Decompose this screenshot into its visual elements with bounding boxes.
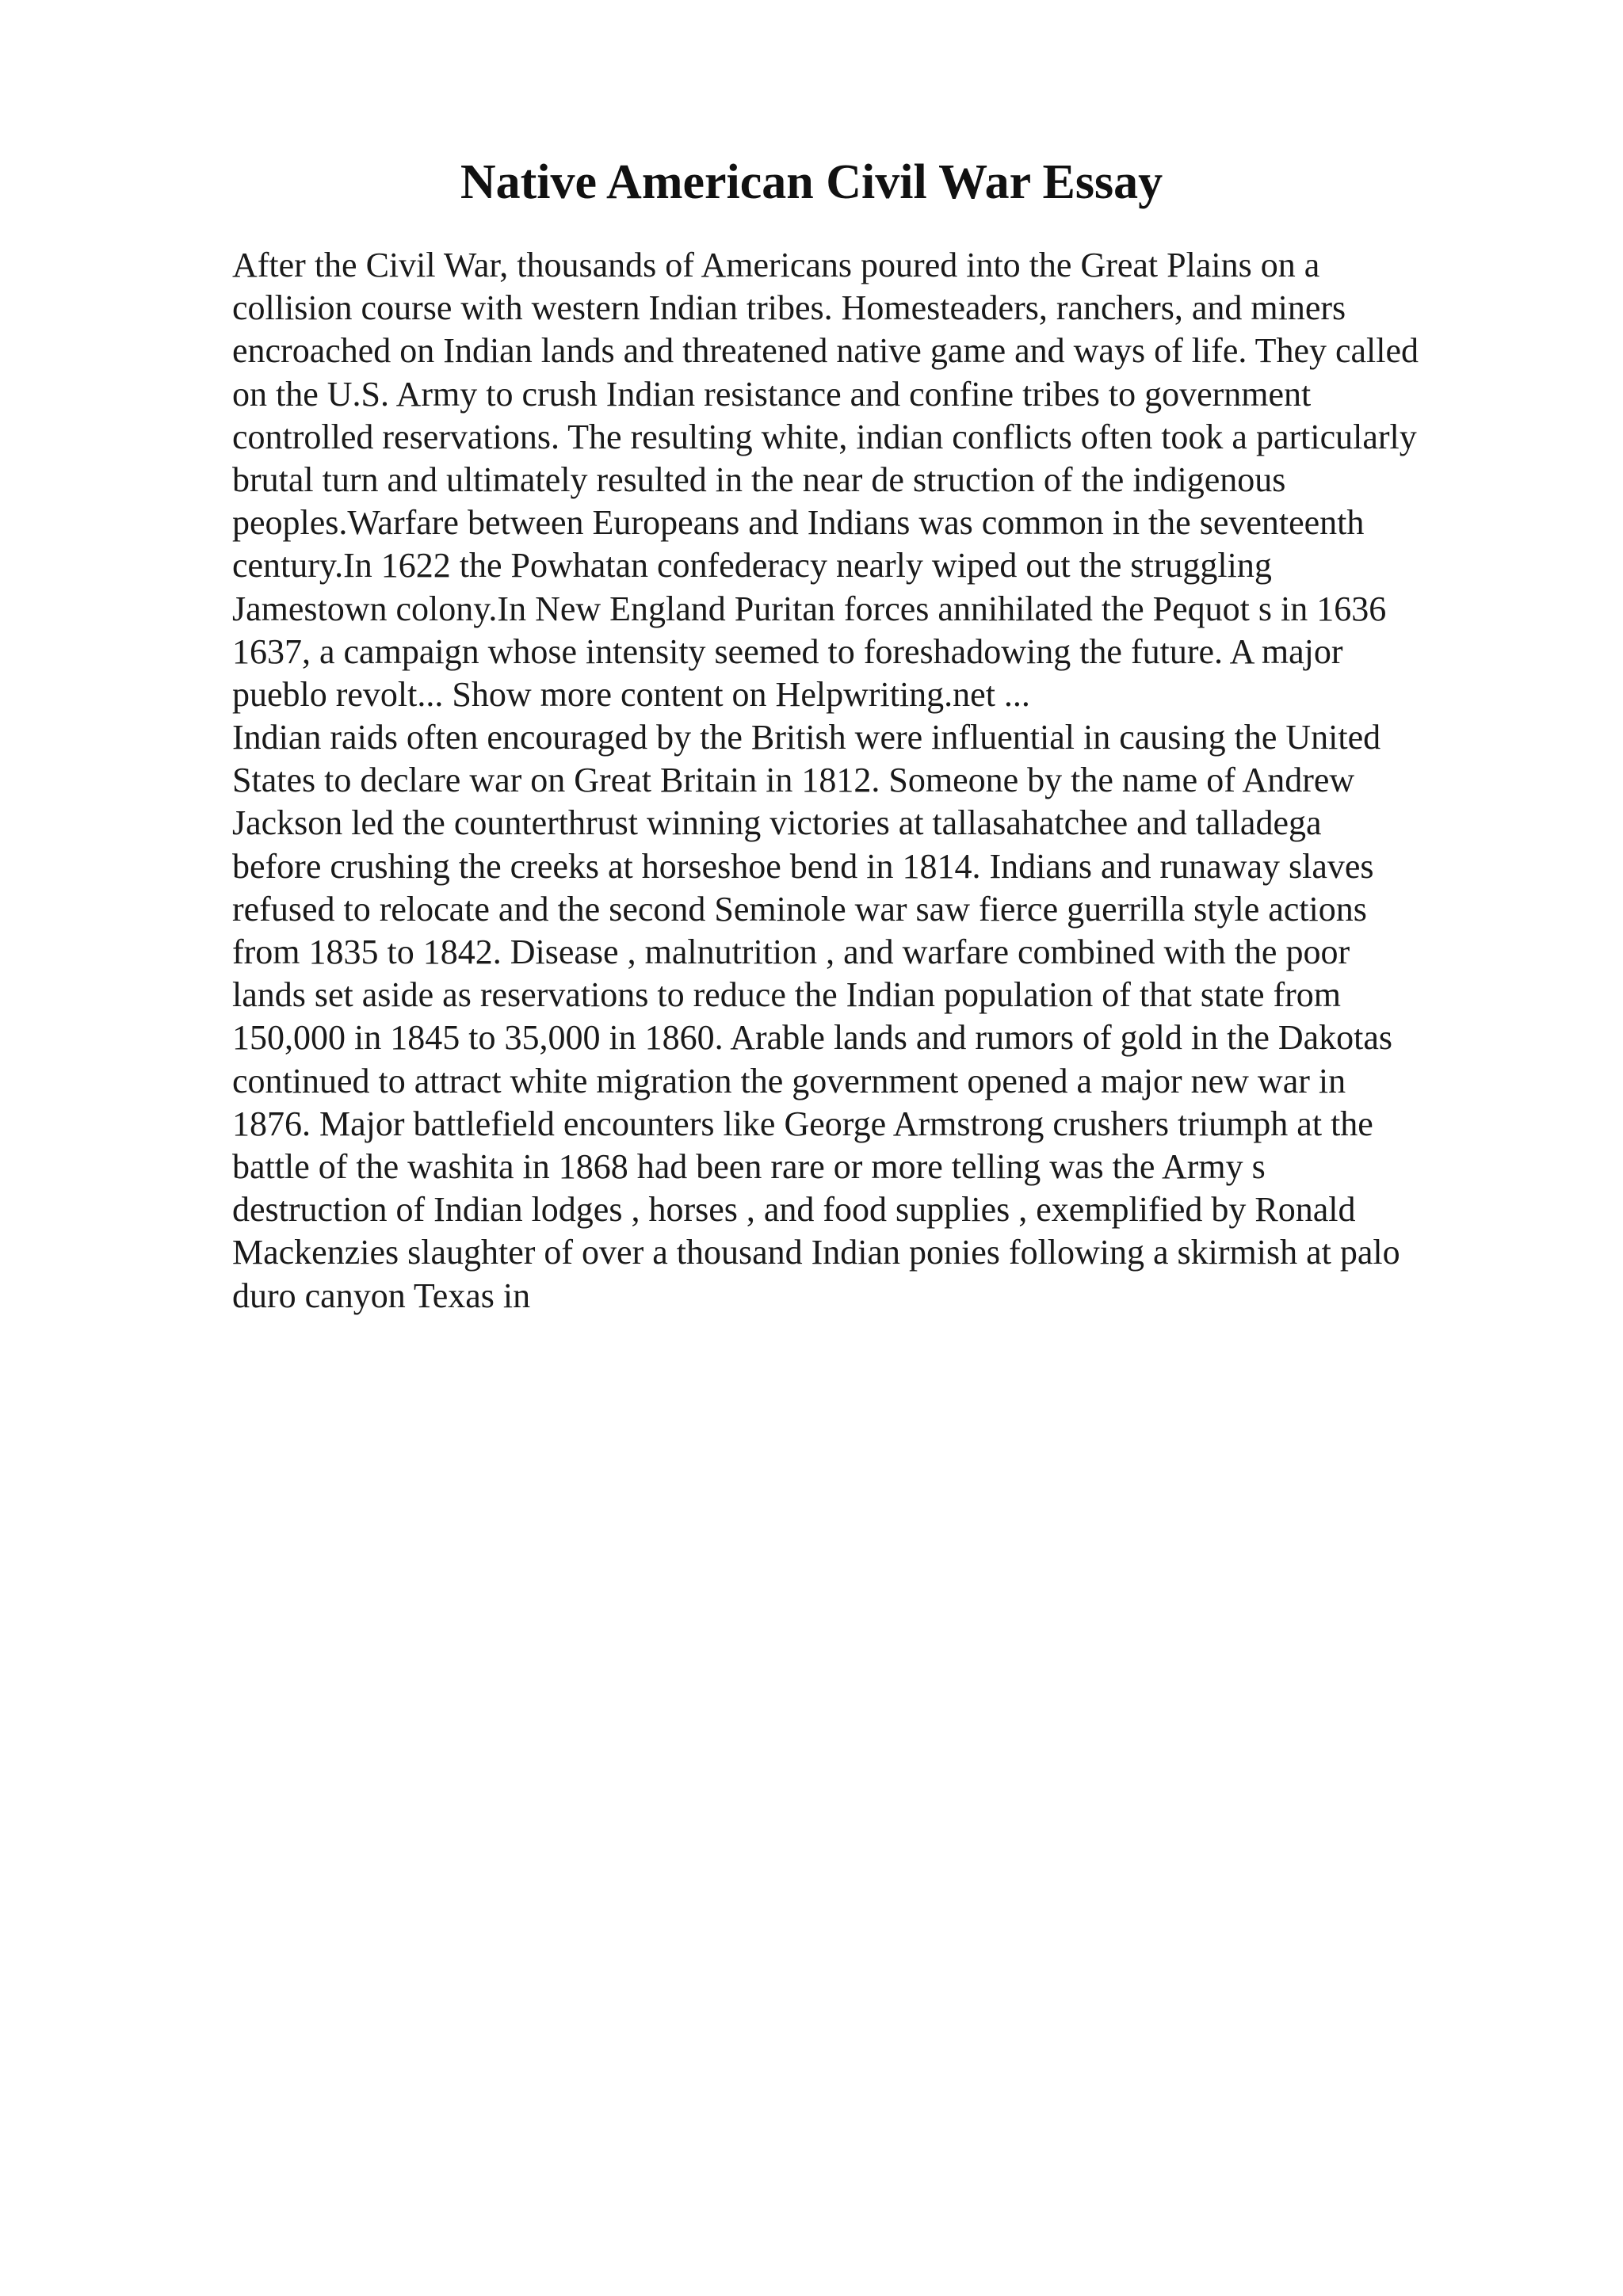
essay-line: collision course with western Indian tribes. Homesteaders, ranchers, and miners [232,288,1346,328]
essay-line: refused to relocate and the second Seminole war saw fierce guerrilla style actions [232,889,1367,929]
essay-line: 1876. Major battlefield encounters like George Armstrong crushers triumph at the [232,1104,1373,1143]
essay-line: controlled reservations. The resulting white, indian conflicts often took a particularly [232,417,1417,456]
essay-line: States to declare war on Great Britain in 1812. Someone by the name of Andrew [232,761,1355,800]
essay-line: Jackson led the counterthrust winning victories at tallasahatchee and talladega [232,803,1322,843]
essay-line: Mackenzies slaughter of over a thousand Indian ponies following a skirmish at palo [232,1233,1400,1272]
essay-line: brutal turn and ultimately resulted in the near de struction of the indigenous [232,460,1286,499]
essay-line: on the U.S. Army to crush Indian resistance and confine tribes to government [232,374,1312,414]
essay-line: peoples.Warfare between Europeans and Indians was common in the seventeenth [232,503,1365,543]
essay-line: before crushing the creeks at horseshoe bend in 1814. Indians and runaway slaves [232,846,1374,886]
essay-line: destruction of Indian lodges , horses , and food supplies , exemplified by Ronald [232,1190,1356,1230]
essay-line: Jamestown colony.In New England Puritan forces annihilated the Pequot s in 1636 [232,589,1387,628]
essay-line: encroached on Indian lands and threatened native game and ways of life. They called [232,331,1419,371]
essay-line: Indian raids often encouraged by the British were influential in causing the United [232,718,1381,757]
essay-line: continued to attract white migration the government opened a major new war in [232,1061,1346,1100]
document-title: Native American Civil War Essay [460,155,1163,209]
essay-line: century.In 1622 the Powhatan confederacy nearly wiped out the struggling [232,546,1272,585]
essay-line: lands set aside as reservations to reduce the Indian population of that state from [232,975,1342,1015]
essay-line: 150,000 in 1845 to 35,000 in 1860. Arable lands and rumors of gold in the Dakotas [232,1018,1393,1058]
essay-line: from 1835 to 1842. Disease , malnutrition , and warfare combined with the poor [232,933,1350,971]
essay-line: battle of the washita in 1868 had been rare or more telling was the Army s [232,1146,1266,1186]
essay-line: 1637, a campaign whose intensity seemed to foreshadowing the future. A major [232,631,1343,671]
essay-line: After the Civil War, thousands of Americans poured into the Great Plains on a [232,246,1320,284]
essay-line: duro canyon Texas in [232,1276,531,1315]
essay-line: pueblo revolt... Show more content on Helpwriting.net ... [232,674,1030,714]
essay-body [232,244,1548,1318]
